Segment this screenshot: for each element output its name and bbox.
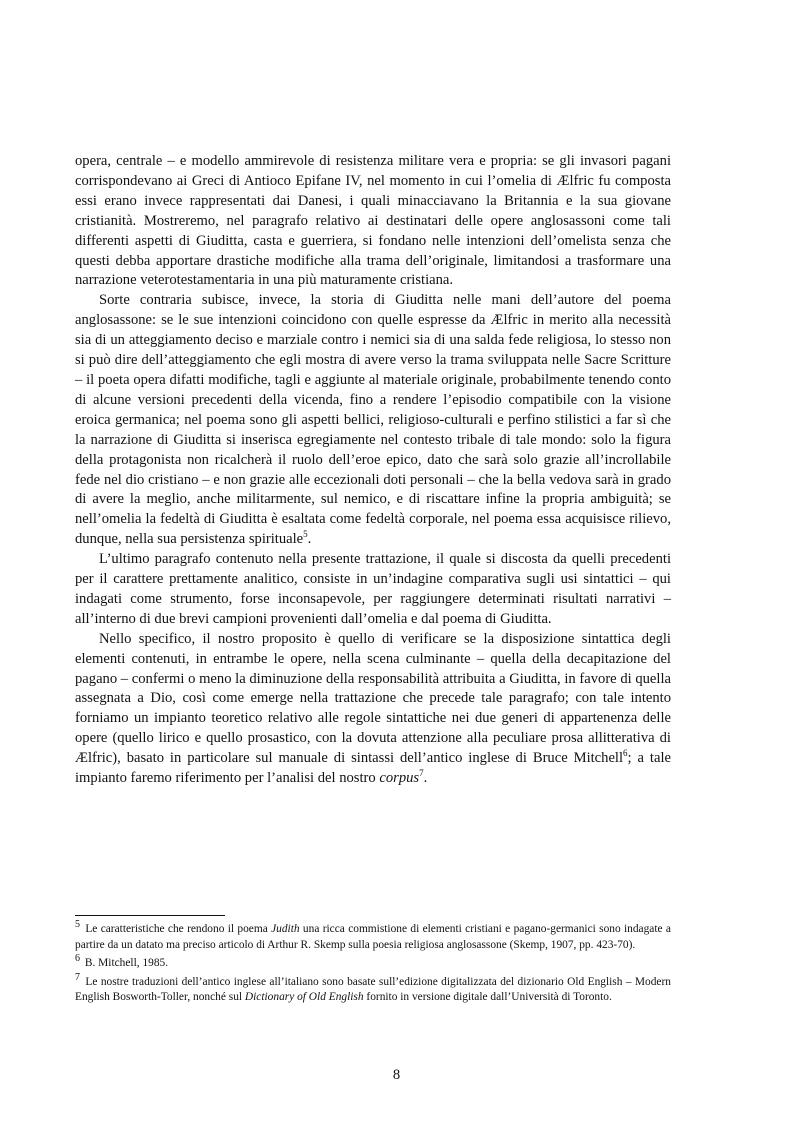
footnote-separator bbox=[75, 915, 225, 916]
footnote-6 bbox=[75, 953, 671, 972]
footnote-text: Le caratteristiche che rendono il poema bbox=[85, 923, 272, 935]
footnote-text-end: fornito in versione digitale dall’Università di Toronto. bbox=[363, 991, 612, 1003]
paragraph-3-text: L’ultimo paragrafo contenuto nella presente trattazione, il quale si discosta da quelli precedenti per il carattere prettamente analitico, consiste in un’indagine comparativa sugli usi sintattici – qui indagati come strumento, forse inconsapevole, per raggiungere determinati risultati narrativi – all’interno di due brevi campioni provenienti dall’omelia e dal poema di Giuditta. bbox=[75, 551, 671, 627]
footnote-number: 5 bbox=[75, 919, 80, 931]
footnote-italic: Dictionary of Old English bbox=[244, 991, 364, 1003]
paragraph-2-text: Sorte contraria subisce, invece, la storia di Giuditta nelle mani dell’autore del poema anglosassone: se le sue intenzioni coincidono con quelle espresse da Ælfric in merito alla necessità sia di un atteggiamento deciso e marziale contro i nemici sia di una salda fede religiosa, lo stesso non si può dire dell’atteggiamento che egli mostra di avere verso la trama sviluppata nelle Sacre Scritture – il poeta opera difatti modifiche, tagli e aggiunte al materiale originale, probabilmente tenendo conto di alcune versioni precedenti della vicenda, fino a rendere l’episodio compatibile con la visione eroica germanica; nel poema sono gli aspetti bellici, religioso-culturali e perfino stilistici a far sì che la narrazione di Giuditta si inserisca egregiamente nel contesto tribale di tale mondo: solo la figura della protagonista non ricalcherà il ruolo dell’eroe epico, dato che sarà solo grazie all’incrollabile fede nel dio cristiano – e non grazie alle eccezionali doti personali – che la bella vedova sarà in grado di avere la meglio, anche militarmente, sul nemico, e di riscattare infine la propria ambiguità; se nell’omelia la fedeltà di Giuditta è esaltata come fedeltà corporale, nel poema essa acquisisce rilievo, dunque, nella sua persistenza spirituale bbox=[75, 292, 671, 548]
footnote-text: Le nostre traduzioni dell’antico inglese all’italiano sono basate sull’edizione digitalizzata del dizionario Old English – Modern English Bosworth-Toller, nonché sul bbox=[75, 975, 671, 1003]
footnote-text-end: una ricca commistione di elementi cristiani e pagano-germanici sono indagate a partire da un datato ma preciso articolo di Arthur R. Skemp sulla poesia religiosa anglosassone (Skemp, 1907, pp. 423-70). bbox=[75, 923, 671, 951]
footnote-5 bbox=[75, 919, 671, 953]
footnote-italic: Judith bbox=[271, 923, 300, 935]
paragraph-2 bbox=[75, 291, 671, 550]
page-number: 8 bbox=[392, 1067, 401, 1083]
footnote-number: 6 bbox=[75, 953, 80, 965]
paragraph-3 bbox=[75, 550, 671, 630]
paragraph-4 bbox=[75, 630, 671, 789]
paragraph-2-end: . bbox=[307, 531, 312, 548]
paragraph-4-text-a: Nello specifico, il nostro proposito è quello di verificare se la disposizione sintattica degli elementi contenuti, in entrambe le opere, nella scena culminante – quella della decapitazione del pagano – confermi o meno la diminuzione della responsabilità attribuita a Giuditta, in favore di quella assegnata a Dio, così come emerge nella trattazione che precede tale paragrafo; con tale intento forniamo un impianto teoretico relativo alle regole sintattiche nei due generi di appartenenza delle opere (quello lirico e quello prosastico, con la dovuta attenzione alla peculiare prosa allitterativa di Ælfric), basato in particolare sul manuale di sintassi dell’antico inglese di Bruce Mitchell bbox=[75, 630, 671, 767]
footnote-ref-7: 7 bbox=[419, 768, 424, 779]
footnote-number: 7 bbox=[75, 971, 80, 983]
paragraph-1 bbox=[75, 152, 671, 291]
footnote-7 bbox=[75, 971, 671, 1006]
paragraph-1-text: opera, centrale – e modello ammirevole di resistenza militare vera e propria: se gli invasori pagani corrispondevano ai Greci di Antioco Epifane IV, nel momento in cui l’omelia di Ælfric fu composta essi erano invece rappresentati dai Danesi, i quali minacciavano la Britannia e la sua giovane cristianità. Mostreremo, nel paragrafo relativo ai destinatari delle opere anglosassoni come tali differenti aspetti di Giuditta, casta e guerriera, si fondano nelle intenzioni dell’omelista senza che questi debba apportare drastiche modifiche alla trama dell’originale, limitandosi a trasformare una narrazione veterotestamentaria in una più maturamente cristiana. bbox=[75, 153, 671, 289]
paragraph-4-text-b: ; a tale impianto faremo riferimento per l’analisi del nostro bbox=[75, 750, 671, 787]
footnotes bbox=[75, 919, 671, 1009]
footnote-ref-6: 6 bbox=[623, 748, 628, 759]
corpus-italic: corpus bbox=[379, 770, 420, 787]
footnote-text: B. Mitchell, 1985. bbox=[84, 957, 169, 969]
body-text bbox=[75, 152, 671, 789]
paragraph-4-end: . bbox=[423, 770, 428, 787]
footnote-ref-5: 5 bbox=[303, 529, 308, 540]
